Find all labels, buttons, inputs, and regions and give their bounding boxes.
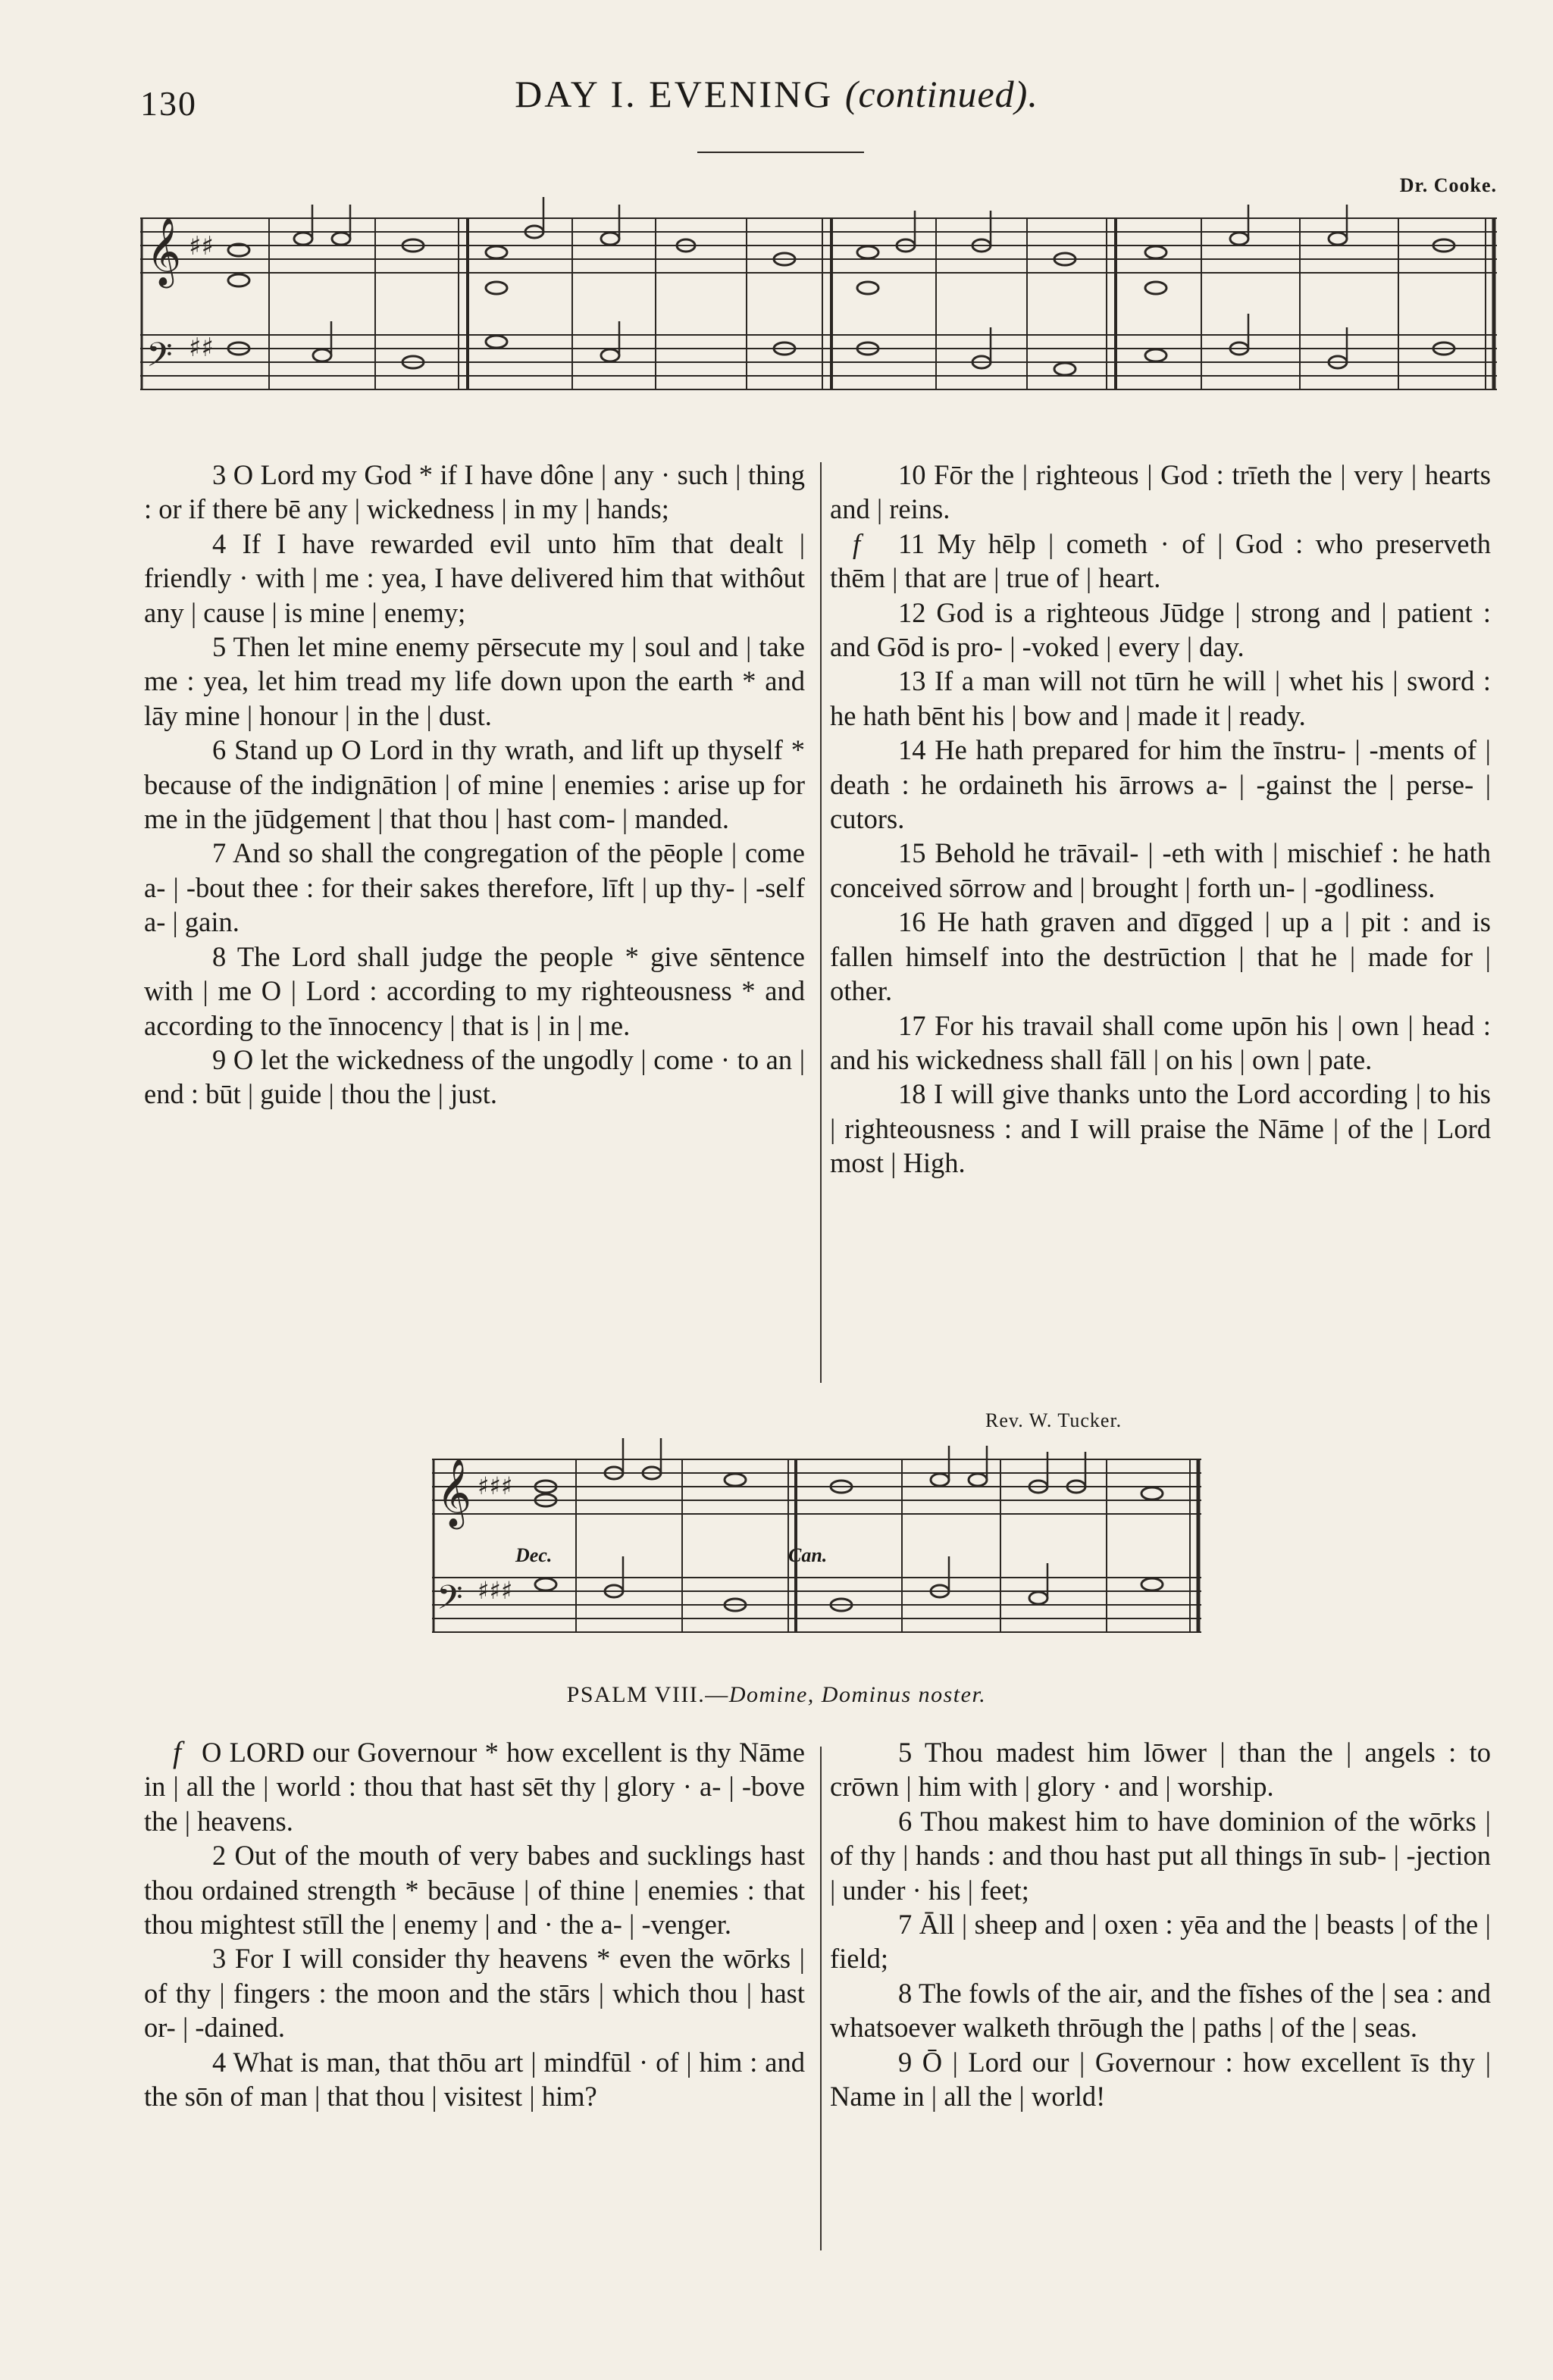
verse-3: 3 O Lord my God * if I have dône | any · such | thing : or if there bē any | wickedness | in my | hands; — [144, 459, 805, 525]
psalm-8-verse-6: 6 Thou makest him to have dominion of the wōrks | of thy | hands : and thou hast put all things īn sub- | -jection | under · his | feet; — [830, 1805, 1491, 1906]
chant-1 — [140, 174, 1497, 424]
verse-13: 13 If a man will not tūrn he will | whet his | sword : he hath bēnt his | bow and | made it | ready. — [830, 665, 1491, 731]
psalm-8-verse-1-row — [144, 1735, 805, 1838]
psalm-8-right-column — [830, 1735, 1491, 2113]
verse-11-row — [830, 527, 1491, 596]
running-title — [0, 72, 1553, 116]
psalm-8-dynamic-forte: f — [173, 1735, 182, 1769]
psalm-8-verse-5: 5 Thou madest him lōwer | than the | angels : to crōwn | him with | glory · and | worship. — [830, 1737, 1491, 1803]
verse-15: 15 Behold he trāvail- | -eth with | mischief : he hath conceived sōrrow and | brought | forth un- | -godliness. — [830, 837, 1491, 903]
verse-12: 12 God is a righteous Jūdge | strong and | patient : and Gōd is pro- | -voked | every | day. — [830, 596, 1491, 663]
psalm-8-verse-8: 8 The fowls of the air, and the fīshes of the | sea : and whatsoever walketh thrōugh the | paths | of the | seas. — [830, 1977, 1491, 2044]
running-title-main: DAY I. EVENING — [515, 73, 834, 115]
verse-8: 8 The Lord shall judge the people * give sēntence with | me O | Lord : according to my righteousness * and according to the īnnocency | that is | in | me. — [144, 940, 805, 1041]
chant-1-composer: Dr. Cooke. — [1399, 174, 1497, 196]
section-1-left-column — [144, 458, 805, 1112]
chant-2-composer: Rev. W. Tucker. — [985, 1409, 1122, 1431]
svg-text:♯♯♯: ♯♯♯ — [477, 1576, 513, 1605]
verse-4: 4 If I have rewarded evil unto hīm that dealt | friendly · with | me : yea, I have delivered him that withôut any | cause | is mine | enemy; — [144, 527, 805, 628]
psalm-8-verse-2: 2 Out of the mouth of very babes and sucklings hast thou ordained strength * becāuse | of thine | enemies : that thou mightest stīll the | enemy | and · the a- | -venger. — [144, 1840, 805, 1941]
psalm-8-column-divider — [820, 1747, 822, 2250]
running-title-continued: (continued). — [844, 73, 1038, 115]
verse-16: 16 He hath graven and dīgged | up a | pit : and is fallen himself into the destrūction | that he | made for | other. — [830, 906, 1491, 1007]
psalm-8-heading-title: PSALM VIII.— — [566, 1682, 729, 1707]
verse-14: 14 He hath prepared for him the īnstru- | -ments of | death : he ordaineth his ārrows a- | -gainst the | perse- | cutors. — [830, 734, 1491, 835]
dynamic-forte-11: f — [853, 527, 861, 559]
svg-text:♯♯♯: ♯♯♯ — [477, 1471, 513, 1500]
psalm-8-verse-7: 7 Āll | sheep and | oxen : yēa and the | beasts | of the | field; — [830, 1909, 1491, 1975]
svg-text:𝄞: 𝄞 — [437, 1459, 472, 1527]
psalm-8-left-column — [144, 1735, 805, 2113]
verse-6: 6 Stand up O Lord in thy wrath, and lift up thyself * because of the indignātion | of mine | enemies : arise up for me in the jūdgement | that thou | hast com- | manded. — [144, 734, 805, 835]
chant-2-score — [432, 1409, 1205, 1652]
title-rule — [697, 152, 864, 153]
verse-17: 17 For his travail shall come upōn his | own | head : and his wickedness shall fāll | on his | own | pate. — [830, 1009, 1491, 1075]
decani-label: Dec. — [515, 1544, 553, 1566]
verse-10: 10 Fōr the | righteous | God : trīeth the | very | hearts and | reins. — [830, 459, 1491, 525]
page-number: 130 — [140, 84, 197, 123]
verse-5: 5 Then let mine enemy pērsecute my | soul and | take me : yea, let him tread my life down upon the earth * and lāy mine | honour | in the | dust. — [144, 631, 805, 731]
svg-text:♯♯: ♯♯ — [189, 231, 214, 261]
chant-1-score — [140, 174, 1497, 424]
psalm-8-verse-3: 3 For I will consider thy heavens * even the wōrks | of thy | fingers : the moon and the stārs | which thou | hast or- | -dained. — [144, 1943, 805, 2044]
psalm-8-heading — [0, 1682, 1553, 1708]
svg-text:𝄞: 𝄞 — [146, 217, 182, 286]
psalm-8-verse-9: 9 Ō | Lord our | Governour : how excellent īs thy | Name in | all the | world! — [830, 2046, 1491, 2113]
psalm-8-heading-latin: Domine, Dominus noster. — [728, 1682, 987, 1707]
cantoris-label: Can. — [788, 1544, 828, 1566]
verse-9: 9 O let the wickedness of the ungodly | come · to an | end : būt | guide | thou the | just. — [144, 1043, 805, 1110]
verse-11: 11 My hēlp | cometh · of | God : who preserveth thēm | that are | true of | heart. — [830, 527, 1491, 594]
psalm-8-verse-1: O LORD our Governour * how excellent is thy Nāme in | all the | world : thou that hast sēt thy | glory · a- | -bove the | heavens. — [144, 1737, 805, 1837]
svg-text:♯♯: ♯♯ — [189, 333, 214, 363]
psalm-8-verse-4: 4 What is man, that thōu art | mindfūl · of | him : and the sōn of man | that thou | visitest | him? — [144, 2046, 805, 2113]
svg-text:𝄢: 𝄢 — [437, 1578, 463, 1625]
verse-18: 18 I will give thanks unto the Lord according | to his | righteousness : and I will praise the Nāme | of the | Lord most | High. — [830, 1078, 1491, 1179]
section-1-right-column — [830, 458, 1491, 1181]
verse-7: 7 And so shall the congregation of the pēople | come a- | -bout thee : for their sakes therefore, līft | up thy- | -self a- | gain. — [144, 837, 805, 938]
svg-text:𝄢: 𝄢 — [146, 335, 173, 383]
section-1-column-divider — [820, 462, 822, 1383]
chant-2 — [432, 1409, 1205, 1652]
